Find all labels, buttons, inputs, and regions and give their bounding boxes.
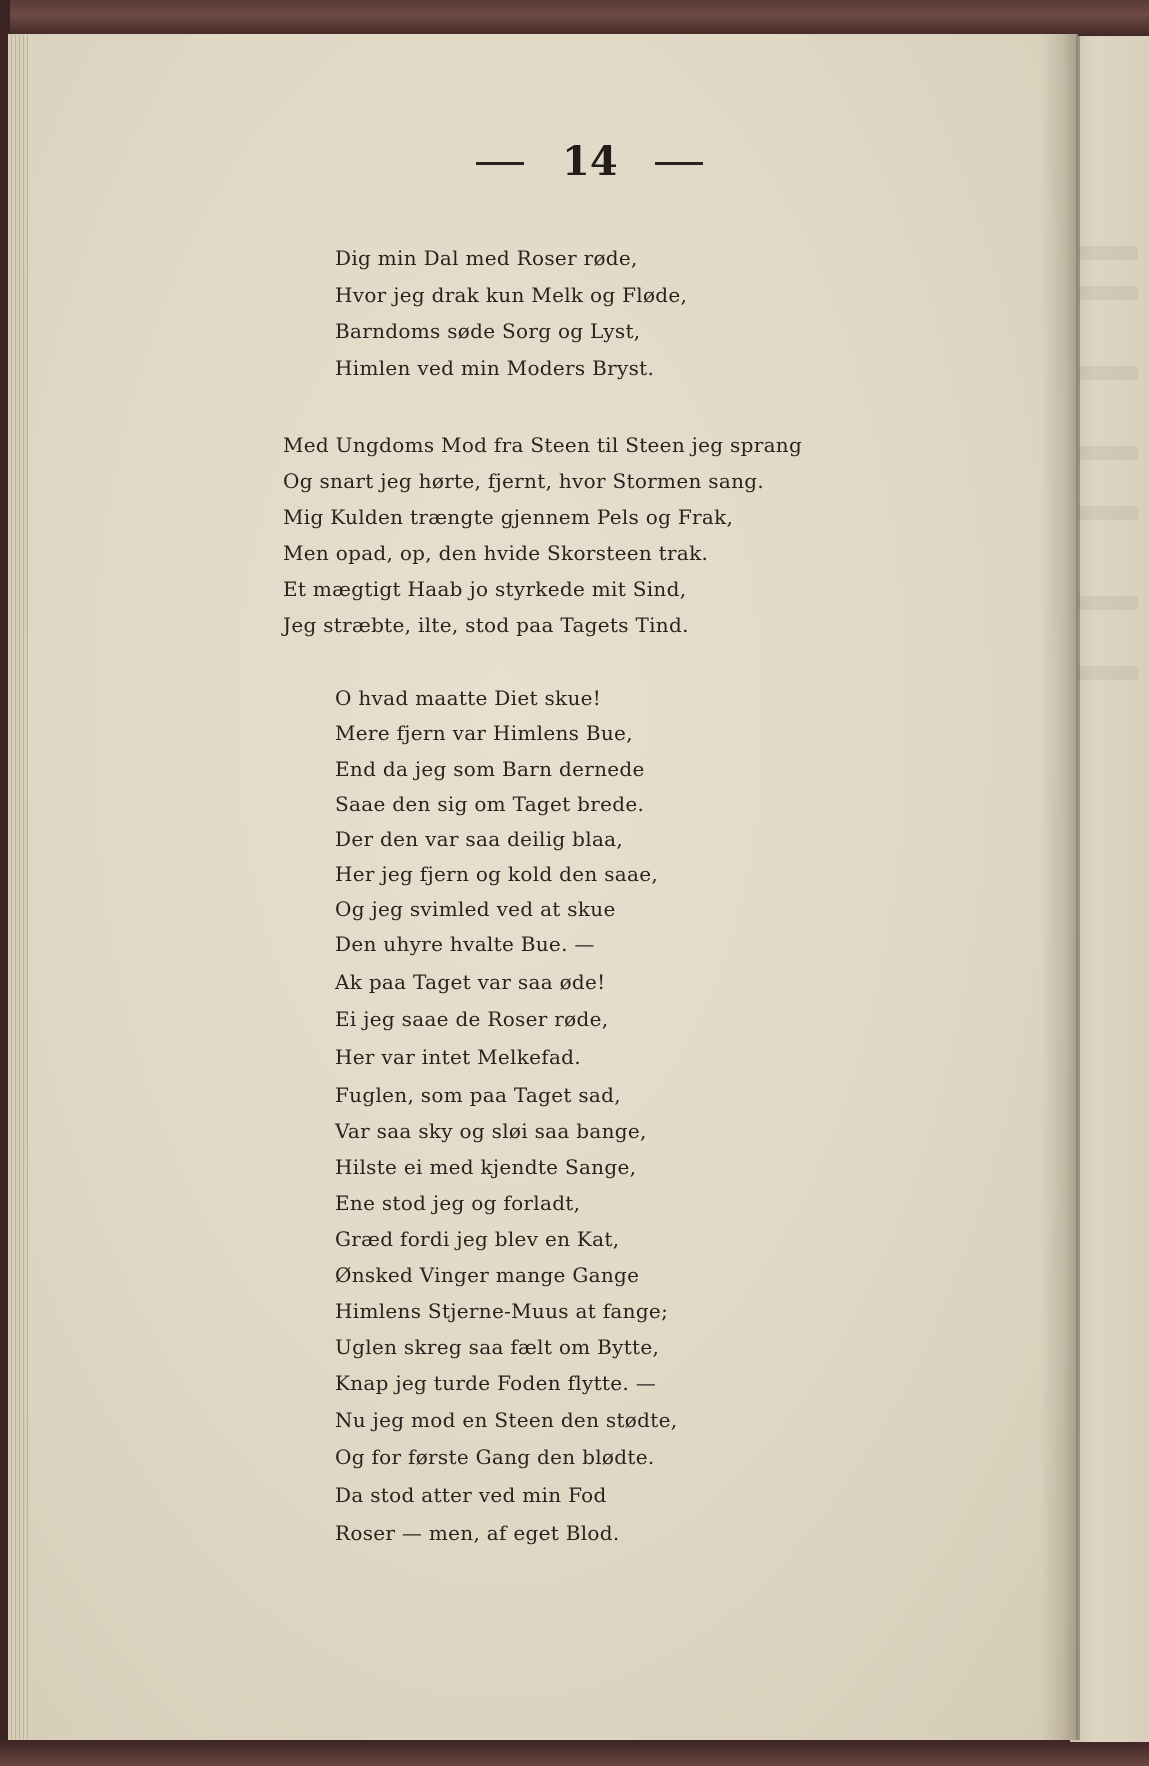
poem-line: Og snart jeg hørte, fjernt, hvor Stormen sang. (283, 469, 765, 493)
poem-line: Hvor jeg drak kun Melk og Fløde, (335, 283, 688, 307)
poem-line: Og for første Gang den blødte. (335, 1445, 655, 1469)
poem-line: Da stod atter ved min Fod (335, 1483, 607, 1507)
poem-line: Himlen ved min Moders Bryst. (335, 356, 655, 380)
poem-line: Roser — men, af eget Blod. (335, 1521, 620, 1545)
book-cover-bottom-edge (0, 1740, 1149, 1766)
page-gutter-shadow (1040, 34, 1080, 1740)
poem-line: Græd fordi jeg blev en Kat, (335, 1227, 620, 1251)
poem-line: Nu jeg mod en Steen den stødte, (335, 1408, 678, 1432)
poem-line: Og jeg svimled ved at skue (335, 897, 616, 921)
poem-line: Dig min Dal med Roser røde, (335, 246, 638, 270)
poem-line: Men opad, op, den hvide Skorsteen trak. (283, 541, 709, 565)
poem-line: Uglen skreg saa fælt om Bytte, (335, 1335, 660, 1359)
poem-line: Ene stod jeg og forladt, (335, 1191, 581, 1215)
header-dash-right (655, 162, 703, 165)
poem-line: Her jeg fjern og kold den saae, (335, 862, 659, 886)
poem-line: Mere fjern var Himlens Bue, (335, 721, 633, 745)
poem-line: Knap jeg turde Foden flytte. — (335, 1371, 657, 1395)
poem-line: Jeg stræbte, ilte, stod paa Tagets Tind. (283, 613, 689, 637)
poem-line: Ak paa Taget var saa øde! (335, 970, 606, 994)
poem-line: Den uhyre hvalte Bue. — (335, 932, 595, 956)
poem-line: Mig Kulden trængte gjennem Pels og Frak, (283, 505, 734, 529)
poem-line: Ønsked Vinger mange Gange (335, 1263, 640, 1287)
poem-line: End da jeg som Barn dernede (335, 757, 645, 781)
poem-line: Her var intet Melkefad. (335, 1045, 581, 1069)
poem-line: O hvad maatte Diet skue! (335, 686, 602, 710)
poem-line: Fuglen, som paa Taget sad, (335, 1083, 621, 1107)
poem-line: Himlens Stjerne-Muus at fange; (335, 1299, 669, 1323)
book-cover-top-edge (0, 0, 1149, 38)
poem-line: Var saa sky og sløi saa bange, (335, 1119, 647, 1143)
poem-line: Med Ungdoms Mod fra Steen til Steen jeg sprang (283, 433, 803, 457)
poem-line: Der den var saa deilig blaa, (335, 827, 624, 851)
poem-line: Saae den sig om Taget brede. (335, 792, 645, 816)
poem-line: Hilste ei med kjendte Sange, (335, 1155, 637, 1179)
poem-line: Et mægtigt Haab jo styrkede mit Sind, (283, 577, 687, 601)
facing-page (1070, 36, 1149, 1742)
poem-line: Barndoms søde Sorg og Lyst, (335, 319, 641, 343)
page-header (0, 138, 1149, 188)
header-dash-left (476, 162, 524, 165)
poem-line: Ei jeg saae de Roser røde, (335, 1007, 609, 1031)
page-number: 14 (562, 138, 618, 185)
